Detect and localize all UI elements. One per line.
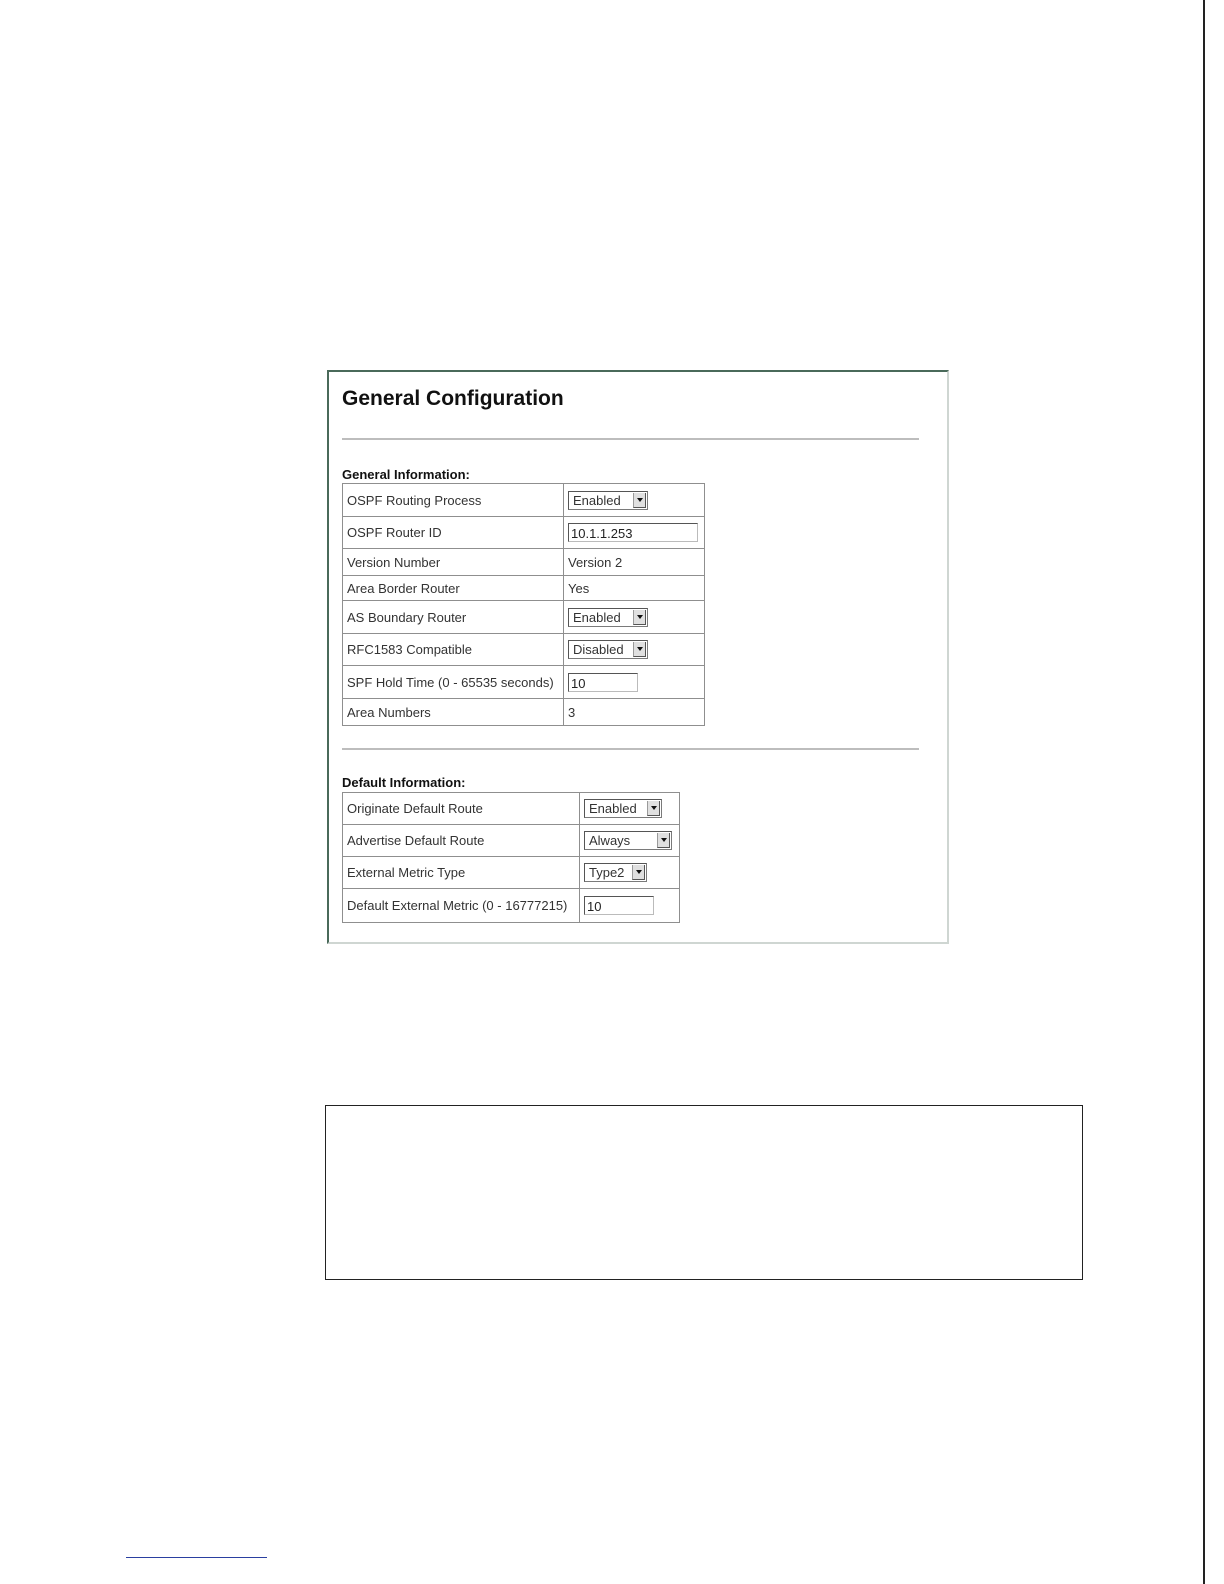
default-information-heading: Default Information: — [342, 775, 466, 790]
chevron-down-icon — [633, 642, 646, 657]
ospf-routing-process-select[interactable] — [568, 491, 648, 510]
table-row — [343, 699, 705, 726]
rfc1583-compatible-value: Disabled — [573, 642, 624, 657]
version-number-value: Version 2 — [564, 549, 705, 576]
spf-hold-time-label: SPF Hold Time (0 - 65535 seconds) — [343, 666, 564, 699]
divider-middle — [342, 748, 919, 750]
table-row — [343, 825, 680, 857]
chevron-down-icon — [633, 493, 646, 508]
area-numbers-value: 3 — [564, 699, 705, 726]
divider-top — [342, 438, 919, 440]
ospf-router-id-label: OSPF Router ID — [343, 517, 564, 549]
external-metric-type-value: Type2 — [589, 865, 625, 880]
table-row — [343, 666, 705, 699]
default-external-metric-input[interactable]: 10 — [584, 896, 654, 915]
advertise-default-route-label: Advertise Default Route — [343, 825, 580, 857]
general-configuration-panel — [327, 370, 949, 944]
page-edge-rule — [1203, 0, 1205, 1584]
advertise-default-route-select[interactable] — [584, 831, 672, 850]
advertise-default-route-value: Always — [589, 833, 631, 848]
ospf-routing-process-value: Enabled — [573, 492, 621, 508]
area-border-router-value: Yes — [564, 576, 705, 601]
table-row — [343, 484, 705, 517]
table-row — [343, 857, 680, 889]
ospf-routing-process-label: OSPF Routing Process — [343, 484, 564, 517]
external-metric-type-label: External Metric Type — [343, 857, 580, 889]
external-metric-type-select[interactable] — [584, 863, 647, 882]
chevron-down-icon — [647, 801, 660, 816]
rfc1583-compatible-select[interactable] — [568, 640, 648, 659]
table-row — [343, 576, 705, 601]
chevron-down-icon — [633, 610, 646, 625]
as-boundary-router-value: Enabled — [573, 609, 621, 625]
chevron-down-icon — [632, 865, 645, 880]
table-row — [343, 889, 680, 923]
table-row — [343, 601, 705, 634]
table-row — [343, 549, 705, 576]
note-box — [325, 1105, 1083, 1280]
originate-default-route-value: Enabled — [589, 801, 637, 816]
page-title: General Configuration — [342, 387, 564, 410]
table-row — [343, 793, 680, 825]
as-boundary-router-label: AS Boundary Router — [343, 601, 564, 634]
area-border-router-label: Area Border Router — [343, 576, 564, 601]
default-information-table — [342, 792, 680, 923]
default-external-metric-label: Default External Metric (0 - 16777215) — [343, 889, 580, 923]
rfc1583-compatible-label: RFC1583 Compatible — [343, 634, 564, 666]
chevron-down-icon — [657, 833, 670, 848]
table-row — [343, 634, 705, 666]
originate-default-route-label: Originate Default Route — [343, 793, 580, 825]
spf-hold-time-input[interactable]: 10 — [568, 673, 638, 692]
table-row — [343, 517, 705, 549]
area-numbers-label: Area Numbers — [343, 699, 564, 726]
as-boundary-router-select[interactable] — [568, 608, 648, 627]
footer-rule — [126, 1557, 267, 1558]
ospf-router-id-input[interactable]: 10.1.1.253 — [568, 523, 698, 542]
originate-default-route-select[interactable] — [584, 799, 662, 818]
general-information-table — [342, 483, 705, 726]
version-number-label: Version Number — [343, 549, 564, 576]
general-information-heading: General Information: — [342, 467, 470, 482]
